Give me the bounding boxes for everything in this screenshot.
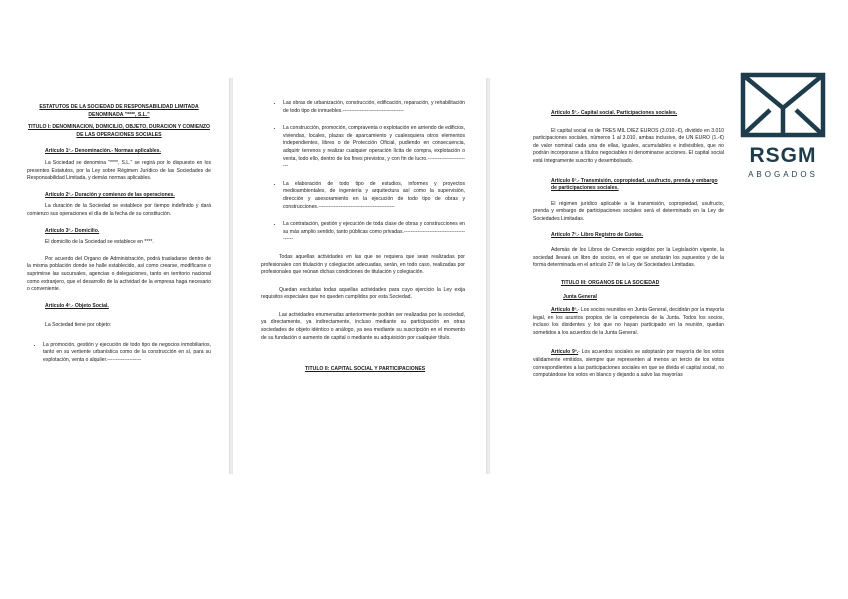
article-3-heading: Artículo 3º.- Domicilio. [45, 227, 100, 234]
page-divider [229, 78, 233, 474]
article-6-heading: Artículo 6º.- Transmisión, copropiedad, usufructo, prenda y embargo de participaciones sociales. [551, 177, 718, 192]
document-column-1 [27, 98, 211, 375]
article-4-text: La Sociedad tiene por objeto: [45, 322, 112, 329]
document-column-3 [533, 108, 724, 384]
document-title-line-2: DENOMINADA "****, S.L." [88, 111, 150, 118]
list-item: • La elaboración de todo tipo de estudios, informes y proyectos medioambientales, de ingeniería y arquitectura así como la supervisión, dirección y asesoramiento en la ejecución de todo tipo de obras y construcciones.--------------------------------------------- [283, 181, 465, 211]
list-item: • La promoción, gestión y ejecución de todo tipo de negocios inmobiliarios, tanto en su vertiente urbanística como de la construcción en sí, para su explotación, venta o alquiler.-------------------- [43, 342, 211, 365]
article-5-heading: Artículo 5º.- Capital social. Participaciones sociales. [551, 110, 678, 116]
article-2-text: La duración de la Sociedad se establece por tiempo indefinido y dará comienzo sus operaciones el día de la fecha de su constitución. [27, 203, 211, 217]
title-iii-heading: TITULO III: ORGANOS DE LA SOCIEDAD [561, 279, 660, 286]
objects-list-continued [261, 100, 465, 244]
excluded-activities-text: Quedan excluidas todas aquellas actividades para cuyo ejercicio la Ley exija requisitos especiales que no queden cumplidos por esta Sociedad. [261, 286, 465, 301]
article-9-heading: Artículo 9º. [551, 349, 579, 356]
article-4-heading: Artículo 4º.- Objeto Social. [45, 302, 109, 309]
article-5-text: El capital social es de TRES MIL DIEZ EUROS (3.010.-€), dividido en 3.010 participaciones sociales, números 1 al 3.010, ambas inclusive, de UN EURO (1.-€) de valor nominal cada una de ellas, iguales, acumulables e indivisibles, que no podrán incorporarse a títulos negociables ni denominarse acciones. El capital social está íntegramente suscrito y desembolsado. [533, 127, 724, 164]
article-9-body: - Los acuerdos sociales se adoptarán por mayoría de los votos válidamente emitidos, siempre que representen al menos un tercio de los votos correspondientes a las participaciones sociales en que se divida el capital social, no computándose los votos en blanco y dejando a salvo las mayorías [533, 349, 724, 379]
article-7-heading: Artículo 7º.- Libro Registro de Cuotas. [551, 231, 644, 238]
article-9-text [533, 349, 724, 379]
document-title-line-1: ESTATUTOS DE LA SOCIEDAD DE RESPONSABILIDAD LIMITADA [39, 104, 199, 110]
objects-list [27, 342, 211, 365]
title-i-heading: TITULO I: DENOMINACION, DOMICILIO, OBJETO, DURACION Y COMIENZO DE LAS OPERACIONES SOCIALES [28, 124, 210, 138]
article-8-heading: Artículo 8º. [551, 307, 578, 314]
article-1-heading: Artículo 1º.- Denominación.- Normas aplicables. [45, 148, 161, 155]
article-1-text: La Sociedad se denomina "****, S.L." se regirá por lo dispuesto en los presentes Estatutos, por la Ley sobre Régimen Jurídico de las Sociedades de Responsabilidad Limitada, y demás normas aplicables. [27, 159, 211, 182]
title-ii-heading: TITULO II: CAPITAL SOCIAL Y PARTICIPACIONES [305, 366, 426, 373]
logo-mark-icon [740, 72, 826, 138]
document-title [27, 104, 211, 119]
article-8-text [533, 307, 724, 337]
page-divider [486, 78, 490, 474]
junta-general-heading: Junta General [563, 293, 597, 300]
indirect-activities-text: Las actividades enumeradas anteriormente podrán ser realizadas por la sociedad, ya directamente, ya indirectamente, incluso mediante su participación en otras sociedades de objeto idéntico o análogo, ya sea mediante su suscripción en el momento de su fundación o aumento de capital o mediante su adquisición por cualquier título. [261, 311, 465, 341]
article-2-heading: Artículo 2º.- Duración y comienzo de las operaciones. [45, 191, 175, 198]
article-3-text-1: El domicilio de la Sociedad se establece en ****. [45, 239, 154, 246]
professional-activities-text: Todas aquellas actividades en las que se requiera que sean realizadas por profesionales con titulación y colegiación adecuadas, serán, en todo caso, realizadas por profesionales que reúnan dichas condiciones de titulación y colegiación. [261, 253, 465, 276]
document-column-2 [261, 98, 465, 380]
article-3-text-2: Por acuerdo del Organo de Administración, podrá trasladarse dentro de la misma población donde se halle establecido, así como crearse, modificarse o suprimirse las sucursales, agencias o delegaciones, tanto en territorio nacional como extranjero, que el desarrollo de la actividad de la empresa haga necesario o conveniente. [27, 255, 211, 293]
list-item: • La contratación, gestión y ejecución de toda clase de obras y construcciones en su más amplio sentido, tanto públicas como privadas.------------------------------------------ [283, 221, 465, 244]
article-7-text: Además de los Libros de Comercio exigidos por la Legislación vigente, la sociedad llevará un libro de socios, en el que se anotarán los supuestos y de la forma determinada en el artículo 27 de la Ley de Sociedades Limitadas. [533, 247, 724, 269]
list-item: • Las obras de urbanización, construcción, edificación, reparación, y rehabilitación de todo tipo de inmuebles.------------------------------------ [283, 100, 465, 115]
logo-subtitle: ABOGADOS [748, 170, 818, 179]
rsgm-logo [740, 72, 826, 187]
article-8-body: - Los socios reunidos en Junta General, decidirán por la mayoría legal, en los asuntos propios de la competencia de la Junta. Todos los socios, incluso los disidentes y los que no hayan participado en la reunión, quedan sometidos a los acuerdos de la Junta General. [533, 307, 724, 336]
list-item: • La construcción, promoción, compraventa o explotación en arriendo de edificios, viviendas, locales, plazas de aparcamiento y cualesquiera otros elementos independientes, libres o de Protección Oficial, pudiendo en consecuencia, adquirir terrenos y realizar cualquier operación lícita de compra, explotación o venta, todo ello, dentro de los fines previstos, y con fin de lucro.------------------------- [283, 125, 465, 171]
article-6-text: El régimen jurídico aplicable a la transmisión, copropiedad, usufructo, prenda y embargo de participaciones sociales será el determinado en la Ley de Sociedades Limitadas. [533, 200, 724, 222]
logo-name: RSGM [749, 144, 817, 167]
